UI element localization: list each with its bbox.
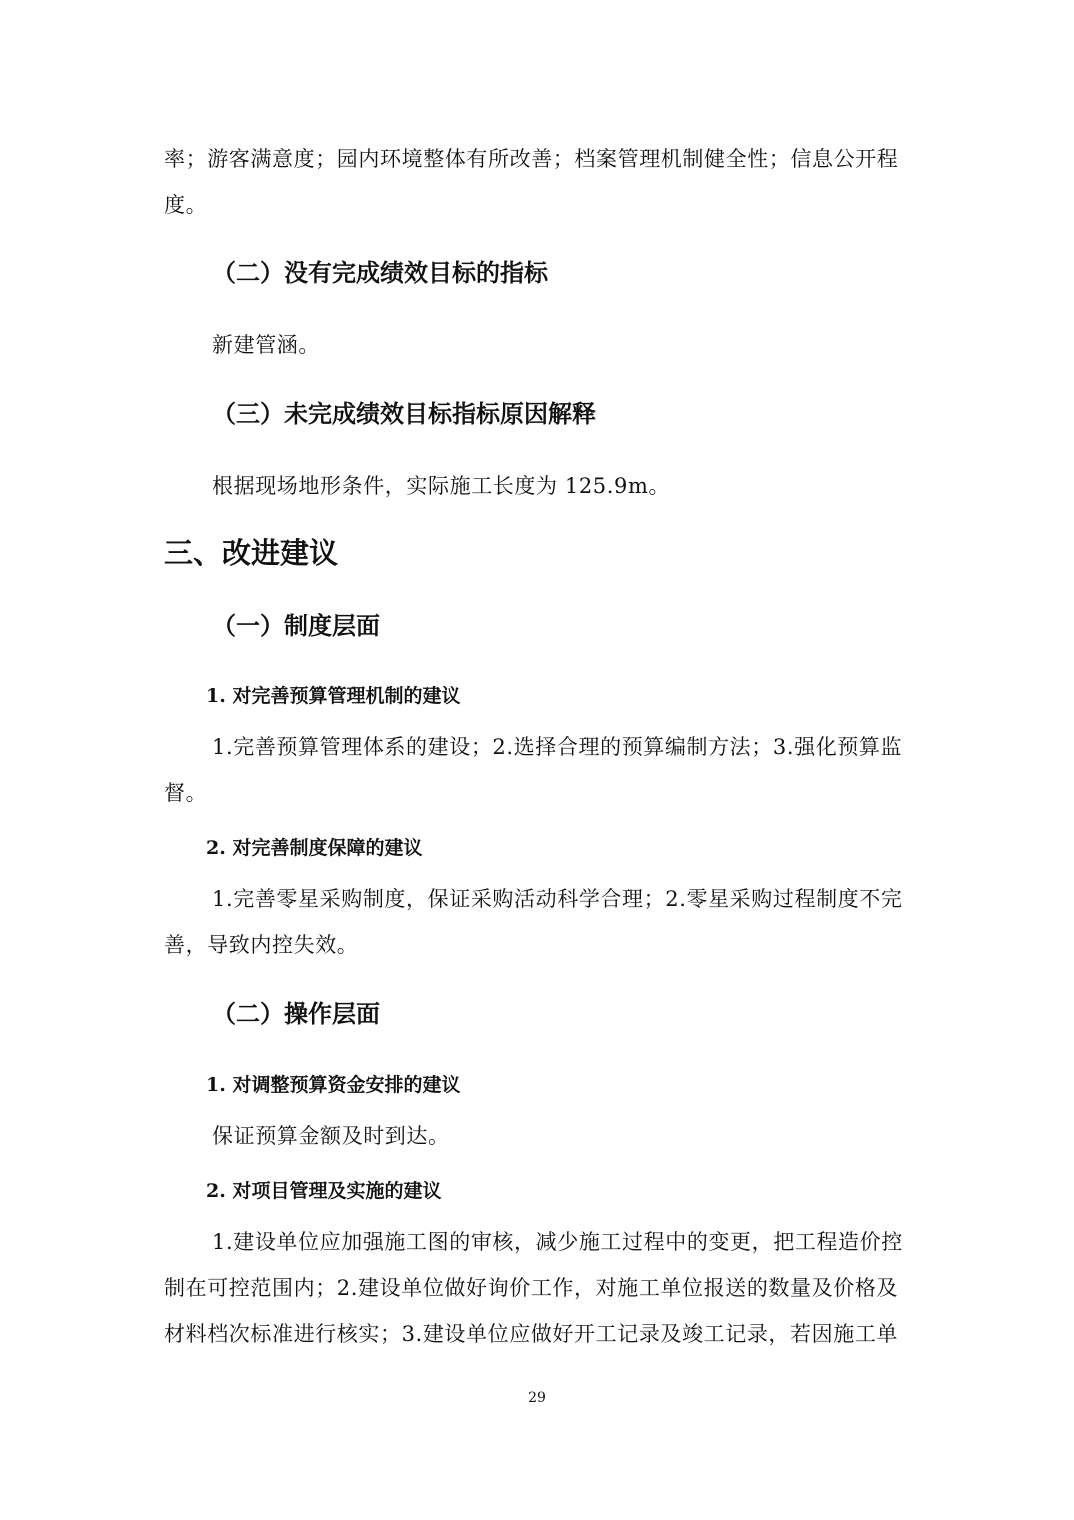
subheading-budget-allocation: 1. 对调整预算资金安排的建议 xyxy=(206,1074,461,1096)
paragraph-budget-allocation: 保证预算金额及时到达。 xyxy=(212,1124,450,1148)
heading-system-level: （一）制度层面 xyxy=(212,612,380,640)
paragraph-continuation: 率；游客满意度；园内环境整体有所改善；档案管理机制健全性；信息公开程度。 xyxy=(164,147,899,217)
subheading-project-management: 2. 对项目管理及实施的建议 xyxy=(206,1180,442,1202)
page-number: 29 xyxy=(528,1390,546,1406)
heading-unmet-indicators: （二）没有完成绩效目标的指标 xyxy=(212,259,548,287)
paragraph-project-management: 1.建设单位应加强施工图的审核，减少施工过程中的变更，把工程造价控制在可控范围内；2.建设单位做好询价工作，对施工单位报送的数量及价格及材料档次标准进行核实；3.建设单位应做好开工记录及竣工记录，若因施工单 xyxy=(164,1230,903,1346)
paragraph-budget-mechanism: 1.完善预算管理体系的建设；2.选择合理的预算编制方法；3.强化预算监督。 xyxy=(164,735,903,805)
paragraph-reason-explanation: 根据现场地形条件，实际施工长度为 125.9m。 xyxy=(212,474,671,498)
heading-operation-level: （二）操作层面 xyxy=(212,1000,380,1028)
subheading-system-guarantee: 2. 对完善制度保障的建议 xyxy=(206,837,423,859)
heading-improvement-suggestions: 三、改进建议 xyxy=(164,536,339,570)
heading-reason-explanation: （三）未完成绩效目标指标原因解释 xyxy=(212,400,596,428)
paragraph-unmet-indicators: 新建管涵。 xyxy=(212,333,320,357)
subheading-budget-mechanism: 1. 对完善预算管理机制的建议 xyxy=(206,685,461,707)
paragraph-system-guarantee: 1.完善零星采购制度，保证采购活动科学合理；2.零星采购过程制度不完善，导致内控失效。 xyxy=(164,887,903,957)
